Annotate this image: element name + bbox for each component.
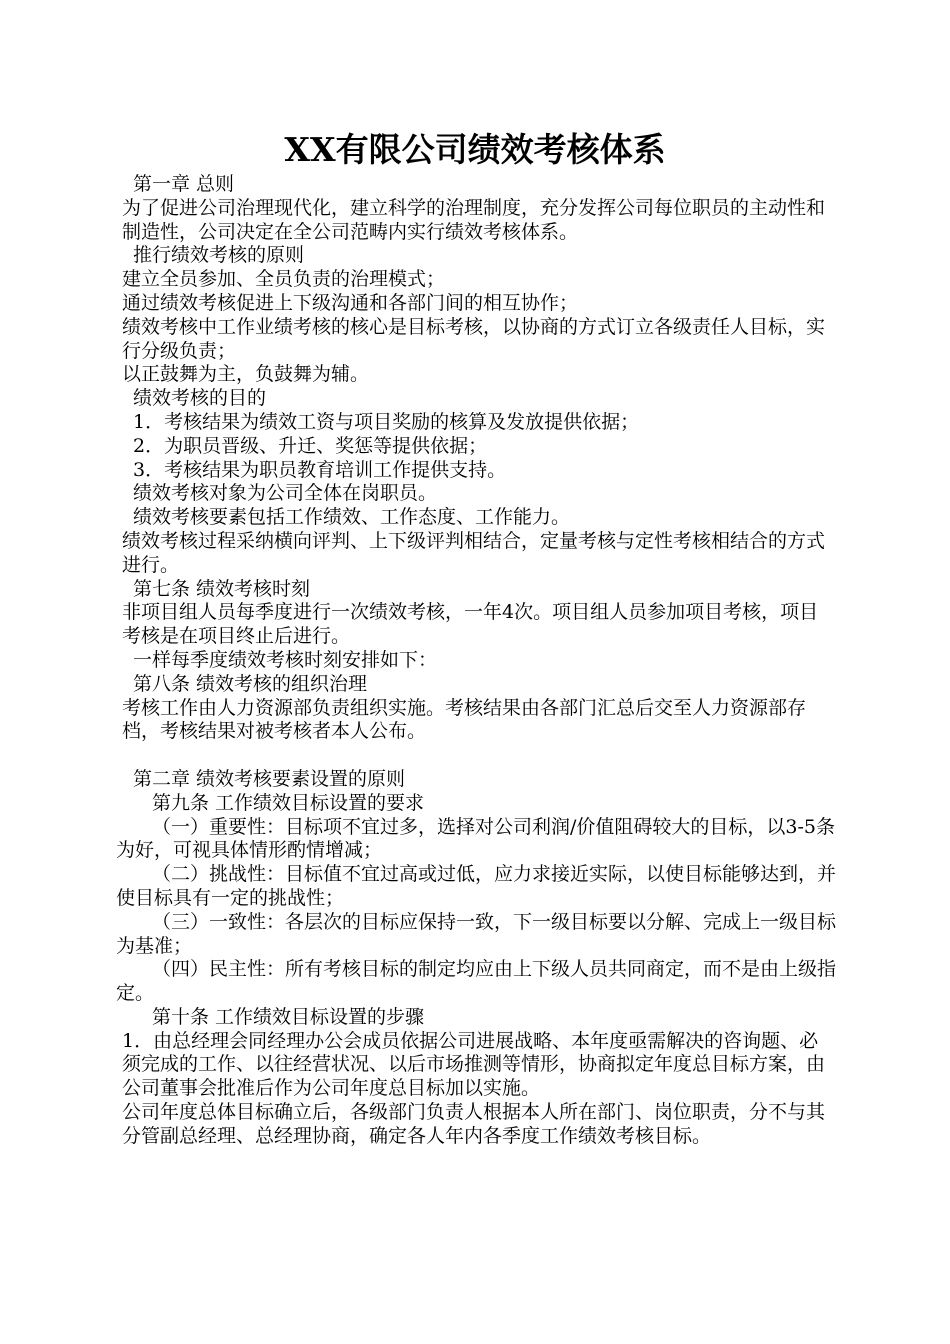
paragraph: 通过绩效考核促进上下级沟通和各部门间的相互协作； [122,291,579,314]
list-item: 3．考核结果为职员教育培训工作提供支持。 [133,458,507,481]
list-item: （一）重要性：目标项不宜过多，选择对公司利润/价值阻碍较大的目标，以3-5条为好，可视具体情形酌情增减； [116,815,836,862]
section-heading: 绩效考核的目的 [133,387,267,410]
list-item: （二）挑战性：目标值不宜过高或过低，应力求接近实际，以使目标能够达到，并使目标具有一定的挑战性； [116,863,837,909]
paragraph: 绩效考核对象为公司全体在岗职员。 [133,482,438,505]
article-heading: 第九条 工作绩效目标设置的要求 [152,791,425,814]
document-body [116,173,836,1149]
paragraph: 建立全员参加、全员负责的治理模式； [122,268,446,291]
article-heading: 第十条 工作绩效目标设置的步骤 [152,1005,425,1028]
paragraph: 绩效考核要素包括工作绩效、工作态度、工作能力。 [133,506,571,529]
paragraph: 公司年度总体目标确立后，各级部门负责人根据本人所在部门、岗位职责，分不与其分管副总经理、总经理协商，确定各人年内各季度工作绩效考核目标。 [122,1101,826,1147]
paragraph: 非项目组人员每季度进行一次绩效考核，一年4次。项目组人员参加项目考核，项目考核是在项目终止后进行。 [122,601,819,648]
document-title: XX有限公司绩效考核体系 [284,130,666,169]
list-item: 1．考核结果为绩效工资与项目奖励的核算及发放提供依据； [133,410,640,433]
paragraph: 绩效考核过程采纳横向评判、上下级评判相结合，定量考核与定性考核相结合的方式进行。 [122,529,826,576]
paragraph: 一样每季度绩效考核时刻安排如下： [133,648,438,671]
paragraph: 绩效考核中工作业绩考核的核心是目标考核，以协商的方式订立各级责任人目标，实行分级负责； [122,315,826,362]
list-item: 2．为职员晋级、升迁、奖惩等提供依据； [133,434,488,457]
article-heading: 第八条 绩效考核的组织治理 [133,672,368,695]
list-item: 1．由总经理会同经理办公会成员依据公司进展战略、本年度亟需解决的咨询题、必须完成的工作、以往经营状况、以后市场推测等情形，协商拟定年度总目标方案，由公司董事会批准后作为公司年度总目标加以实施。 [122,1029,826,1100]
list-item: （三）一致性：各层次的目标应保持一致，下一级目标要以分解、完成上一级目标为基准； [116,910,837,957]
list-item: （四）民主性：所有考核目标的制定均应由上下级人员共同商定，而不是由上级指定。 [116,958,837,1005]
paragraph: 为了促进公司治理现代化，建立科学的治理制度，充分发挥公司每位职员的主动性和制造性，公司决定在全公司范畴内实行绩效考核体系。 [122,196,826,243]
chapter-heading: 第一章 总则 [133,173,235,195]
article-heading: 第七条 绩效考核时刻 [133,577,311,600]
chapter-heading: 第二章 绩效考核要素设置的原则 [133,767,406,790]
section-heading: 推行绩效考核的原则 [133,244,305,267]
paragraph: 以正鼓舞为主，负鼓舞为辅。 [122,363,370,386]
blank-line [116,744,836,768]
paragraph: 考核工作由人力资源部负责组织实施。考核结果由各部门汇总后交至人力资源部存档，考核结果对被考核者本人公布。 [122,696,807,743]
